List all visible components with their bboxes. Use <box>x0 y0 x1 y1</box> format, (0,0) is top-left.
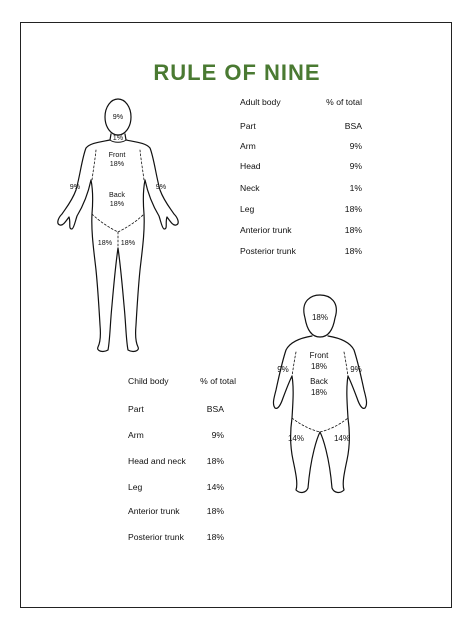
row-value: 18% <box>344 225 362 235</box>
header-value: % of total <box>200 376 236 386</box>
adult-arm-left-label: 9% <box>69 182 81 191</box>
adult-leg-left-label: 18% <box>97 238 113 247</box>
row-value: 1% <box>349 183 362 193</box>
adult-back-value: 18% <box>109 199 125 208</box>
adult-back-label: Back <box>109 190 125 199</box>
header-part: Child body <box>128 376 169 386</box>
child-arm-left-label: 9% <box>277 365 289 374</box>
subheader-part: Part <box>240 121 256 131</box>
adult-labels <box>70 112 167 247</box>
page-title: RULE OF NINE <box>153 60 321 85</box>
row-value: 14% <box>206 482 224 492</box>
subheader-value: BSA <box>344 121 362 131</box>
child-leg-right-label: 14% <box>333 434 351 443</box>
child-leg-left-label: 14% <box>287 434 305 443</box>
child-arm-right-label: 9% <box>350 365 362 374</box>
row-part: Posterior trunk <box>240 246 296 256</box>
adult-front-label: Front <box>108 150 126 159</box>
row-value: 9% <box>211 430 224 440</box>
child-front-label: Front <box>309 351 329 360</box>
row-part: Neck <box>240 183 260 193</box>
adult-head-label: 9% <box>112 112 124 121</box>
adult-neck-label: 1% <box>112 133 124 142</box>
row-value: 18% <box>206 456 224 466</box>
row-part: Anterior trunk <box>240 225 292 235</box>
adult-arm-right-label: 9% <box>155 182 167 191</box>
subheader-part: Part <box>128 404 144 414</box>
child-back-label: Back <box>310 377 328 386</box>
child-back-value: 18% <box>310 388 328 397</box>
row-part: Posterior trunk <box>128 532 184 542</box>
header-part: Adult body <box>240 97 281 107</box>
row-value: 9% <box>349 141 362 151</box>
subheader-value: BSA <box>206 404 224 414</box>
row-part: Arm <box>128 430 144 440</box>
header-value: % of total <box>326 97 362 107</box>
row-value: 18% <box>206 532 224 542</box>
row-part: Anterior trunk <box>128 506 180 516</box>
row-value: 18% <box>344 204 362 214</box>
row-part: Leg <box>128 482 143 492</box>
child-front-value: 18% <box>310 362 328 371</box>
adult-front-value: 18% <box>109 159 125 168</box>
row-part: Arm <box>240 141 256 151</box>
row-part: Head <box>240 161 261 171</box>
child-head-label: 18% <box>311 313 329 322</box>
row-part: Head and neck <box>128 456 186 466</box>
row-part: Leg <box>240 204 255 214</box>
adult-leg-right-label: 18% <box>120 238 136 247</box>
row-value: 9% <box>349 161 362 171</box>
row-value: 18% <box>344 246 362 256</box>
row-value: 18% <box>206 506 224 516</box>
